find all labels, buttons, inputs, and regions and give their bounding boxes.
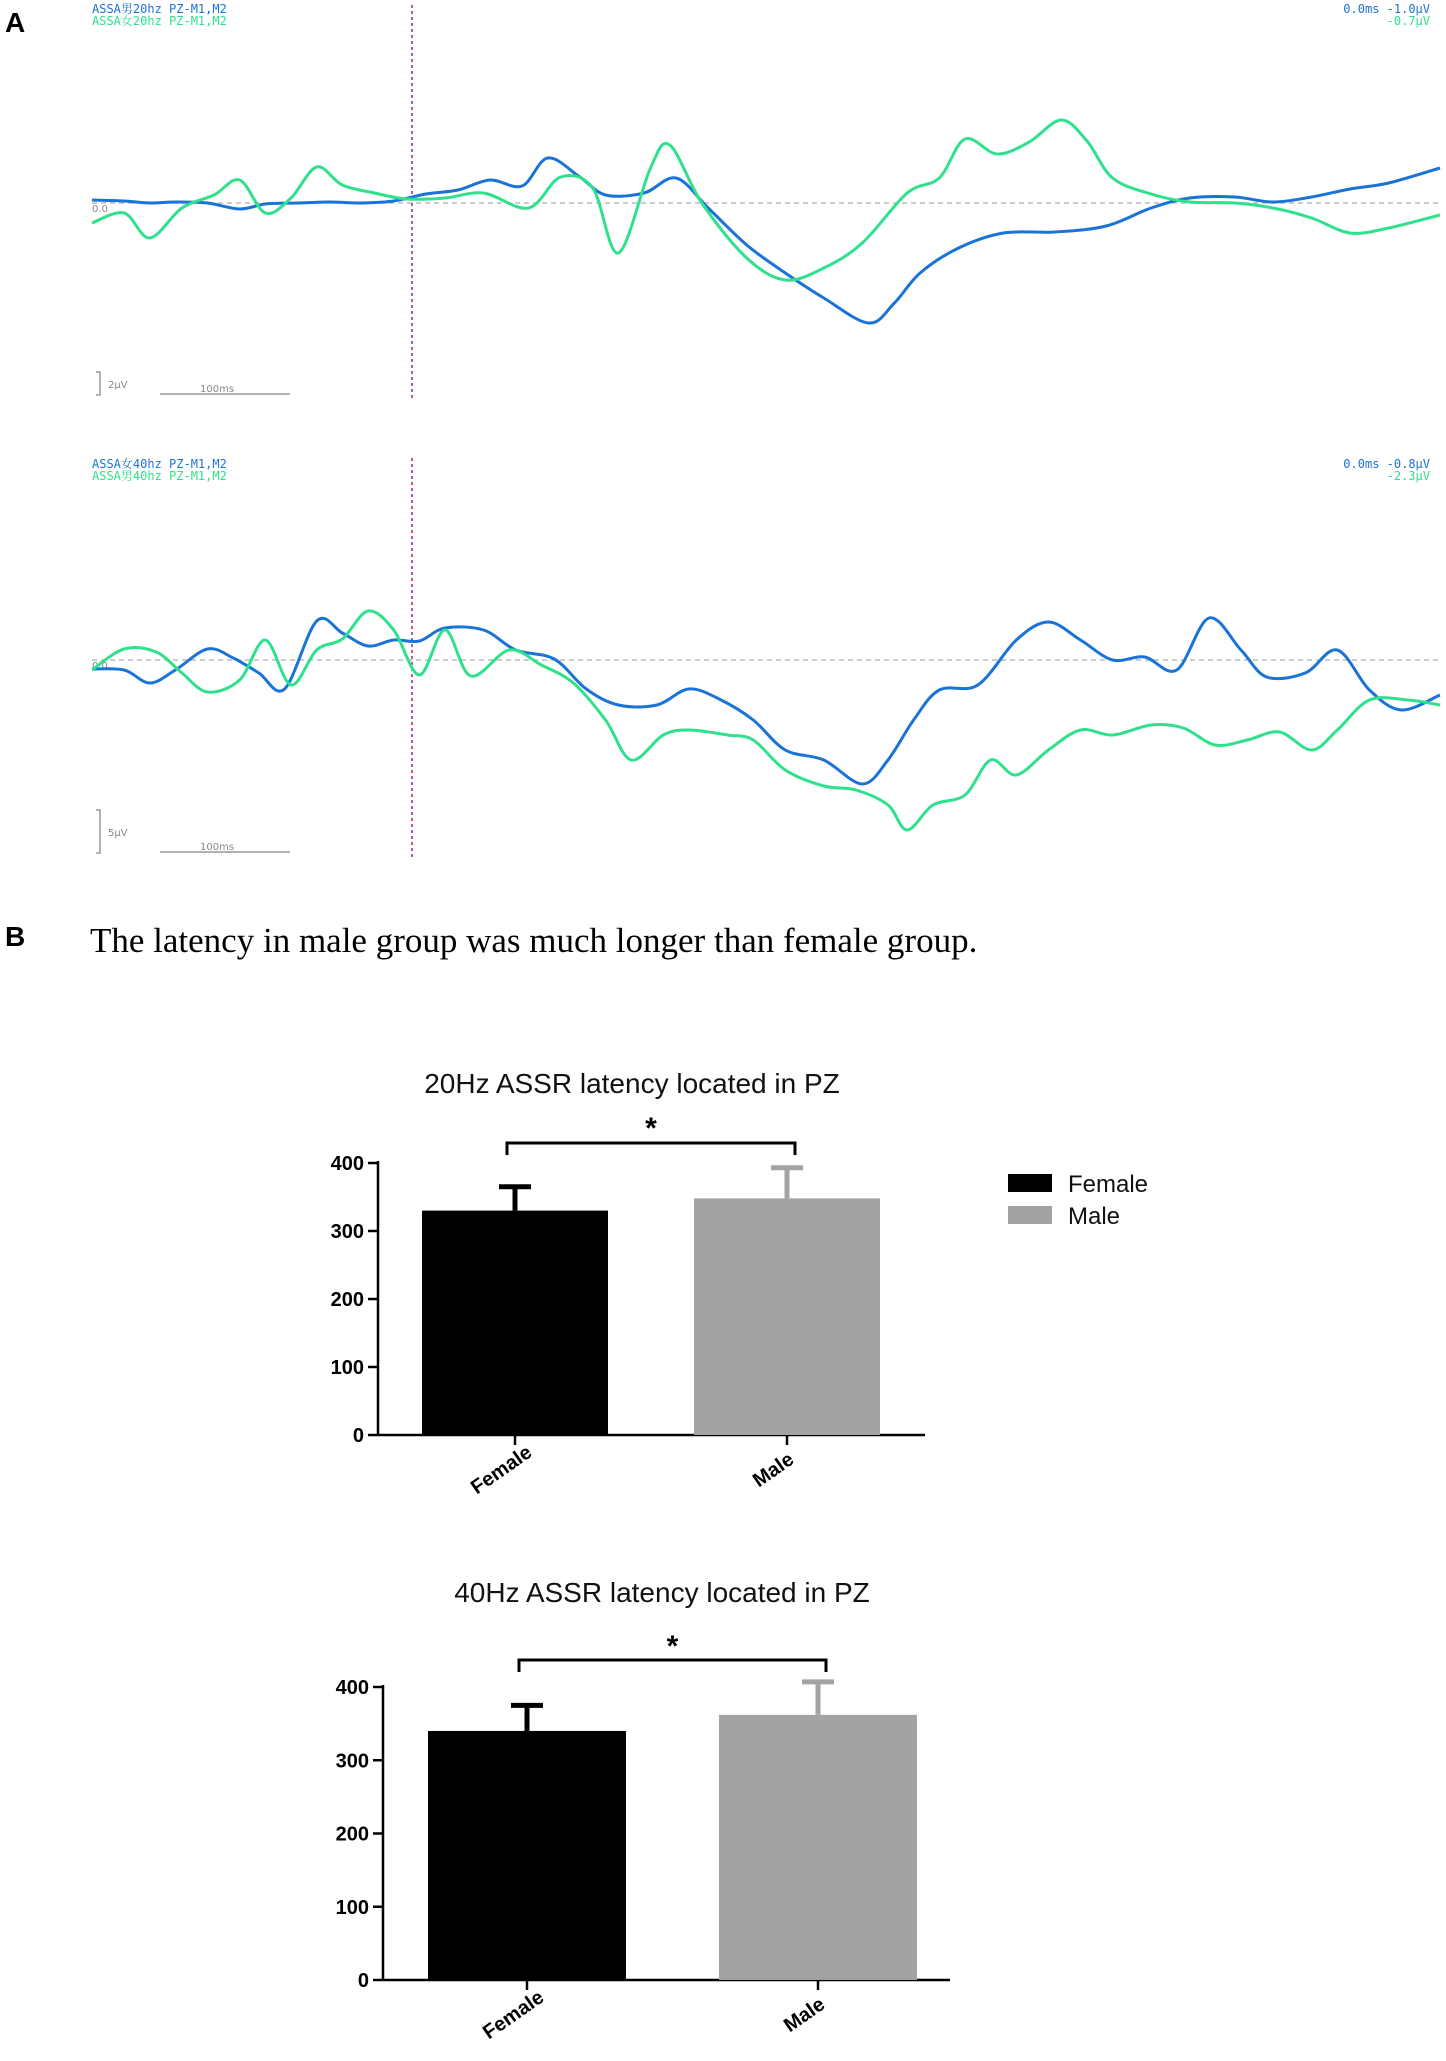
readout-blue: 0.0ms -1.0µV xyxy=(1343,2,1430,16)
x-tick-label-male: Male xyxy=(749,1448,799,1492)
amplitude-scale-label: 5µV xyxy=(108,828,128,839)
legend-label-female: Female xyxy=(1068,1171,1149,1198)
x-tick-label-female: Female xyxy=(467,1441,537,1499)
chart-title: 40Hz ASSR latency located in PZ xyxy=(454,1577,870,1608)
y-tick-label: 300 xyxy=(335,1750,369,1773)
bar-male xyxy=(719,1715,917,1980)
trace-label-blue: ASSA男20hz PZ-M1,M2 xyxy=(92,2,227,16)
green-trace xyxy=(92,611,1440,830)
trace-label-green: ASSA女20hz PZ-M1,M2 xyxy=(92,14,227,28)
bar-chart-20hz xyxy=(331,1068,925,1499)
x-tick-label-female: Female xyxy=(479,1986,549,2044)
amplitude-scale-label: 2µV xyxy=(108,380,128,391)
green-trace xyxy=(92,120,1440,280)
caption: The latency in male group was much longer than female group. xyxy=(90,921,978,960)
bar-chart-40hz xyxy=(336,1577,950,2044)
readout-green: -2.3µV xyxy=(1386,469,1430,483)
significance-star: * xyxy=(666,1630,679,1663)
y-tick-label: 400 xyxy=(335,1677,369,1699)
blue-trace xyxy=(92,158,1440,323)
bar-female xyxy=(422,1211,608,1435)
significance-star: * xyxy=(645,1112,657,1145)
time-scale-label: 100ms xyxy=(200,384,235,395)
readout-green: -0.7µV xyxy=(1386,14,1430,28)
bar-male xyxy=(694,1198,880,1435)
y-tick-label: 100 xyxy=(330,1357,364,1379)
bar-female xyxy=(428,1731,626,1980)
time-scale-label: 100ms xyxy=(200,842,235,853)
legend-label-male: Male xyxy=(1068,1203,1121,1230)
readout-blue: 0.0ms -0.8µV xyxy=(1343,457,1430,471)
amplitude-scale-bracket xyxy=(96,372,100,395)
x-tick-label-male: Male xyxy=(780,1993,830,2037)
panel-a-label: A xyxy=(5,7,26,38)
y-tick-label: 0 xyxy=(352,1425,364,1447)
y-tick-label: 400 xyxy=(330,1153,364,1175)
erp-panel-20hz xyxy=(92,2,1440,400)
legend-swatch-female xyxy=(1008,1174,1052,1192)
y-tick-label: 200 xyxy=(330,1289,364,1311)
chart-title: 20Hz ASSR latency located in PZ xyxy=(424,1068,840,1099)
y-tick-label: 300 xyxy=(330,1221,364,1243)
trace-label-green: ASSA男40hz PZ-M1,M2 xyxy=(92,469,227,483)
y-tick-label: 200 xyxy=(335,1823,369,1846)
legend xyxy=(1008,1171,1148,1230)
zero-label: 0.0 xyxy=(92,204,108,215)
amplitude-scale-bracket xyxy=(96,810,100,853)
blue-trace xyxy=(92,618,1440,784)
y-tick-label: 100 xyxy=(335,1896,369,1919)
zero-label: 0.0 xyxy=(92,661,108,672)
y-tick-label: 0 xyxy=(357,1970,369,1992)
legend-swatch-male xyxy=(1008,1206,1052,1224)
erp-panel-40hz xyxy=(92,457,1440,860)
trace-label-blue: ASSA女40hz PZ-M1,M2 xyxy=(92,457,227,471)
panel-b-label: B xyxy=(5,921,26,952)
